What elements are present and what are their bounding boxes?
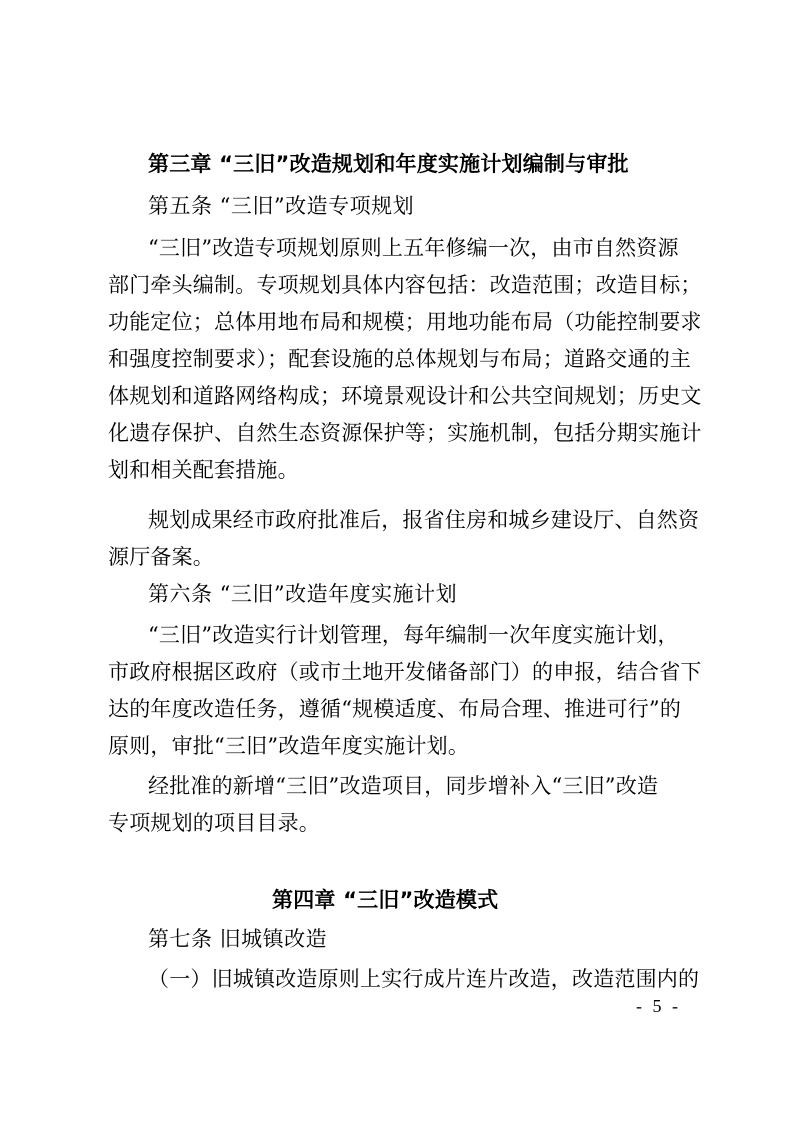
article-5-title: 第五条 “三旧”改造专项规划 bbox=[148, 194, 415, 218]
article-5-para-1-line-7: 划和相关配套措施。 bbox=[108, 458, 299, 482]
article-6-para-1-line-4: 原则，审批“三旧”改造年度实施计划。 bbox=[108, 734, 470, 758]
page-number: - 5 - bbox=[636, 996, 681, 1016]
article-6-para-1-line-2: 市政府根据区政府（或市土地开发储备部门）的申报，结合省下 bbox=[108, 660, 702, 684]
article-6-para-2-line-2: 专项规划的项目目录。 bbox=[108, 811, 320, 835]
article-5-para-1-line-4: 和强度控制要求）；配套设施的总体规划与布局；道路交通的主 bbox=[108, 347, 692, 371]
article-6-para-1-line-3: 达的年度改造任务，遵循“规模适度、布局合理、推进可行”的 bbox=[108, 697, 682, 721]
article-7-para-1-line-1: （一）旧城镇改造原则上实行成片连片改造，改造范围内的 bbox=[148, 967, 700, 991]
chapter-4-title: 第四章 “三旧”改造模式 bbox=[272, 888, 499, 912]
chapter-3-title: 第三章 “三旧”改造规划和年度实施计划编制与审批 bbox=[148, 152, 629, 176]
article-5-para-1-line-1: “三旧”改造专项规划原则上五年修编一次，由市自然资源 bbox=[148, 236, 679, 260]
article-6-title: 第六条 “三旧”改造年度实施计划 bbox=[148, 582, 458, 606]
article-7-title: 第七条 旧城镇改造 bbox=[148, 927, 328, 951]
article-5-para-1-line-2: 部门牵头编制。专项规划具体内容包括：改造范围；改造目标； bbox=[108, 273, 702, 297]
article-5-para-1-line-3: 功能定位；总体用地布局和规模；用地功能布局（功能控制要求 bbox=[108, 310, 702, 334]
article-5-para-1-line-5: 体规划和道路网络构成；环境景观设计和公共空间规划；历史文 bbox=[108, 384, 702, 408]
article-6-para-1-line-1: “三旧”改造实行计划管理，每年编制一次年度实施计划， bbox=[148, 623, 679, 647]
article-6-para-2-line-1: 经批准的新增“三旧”改造项目，同步增补入“三旧”改造 bbox=[148, 774, 659, 798]
article-5-para-1-line-6: 化遗存保护、自然生态资源保护等；实施机制，包括分期实施计 bbox=[108, 421, 702, 445]
article-5-para-2-line-2: 源厅备案。 bbox=[108, 545, 214, 569]
article-5-para-2-line-1: 规划成果经市政府批准后，报省住房和城乡建设厅、自然资 bbox=[148, 508, 700, 532]
